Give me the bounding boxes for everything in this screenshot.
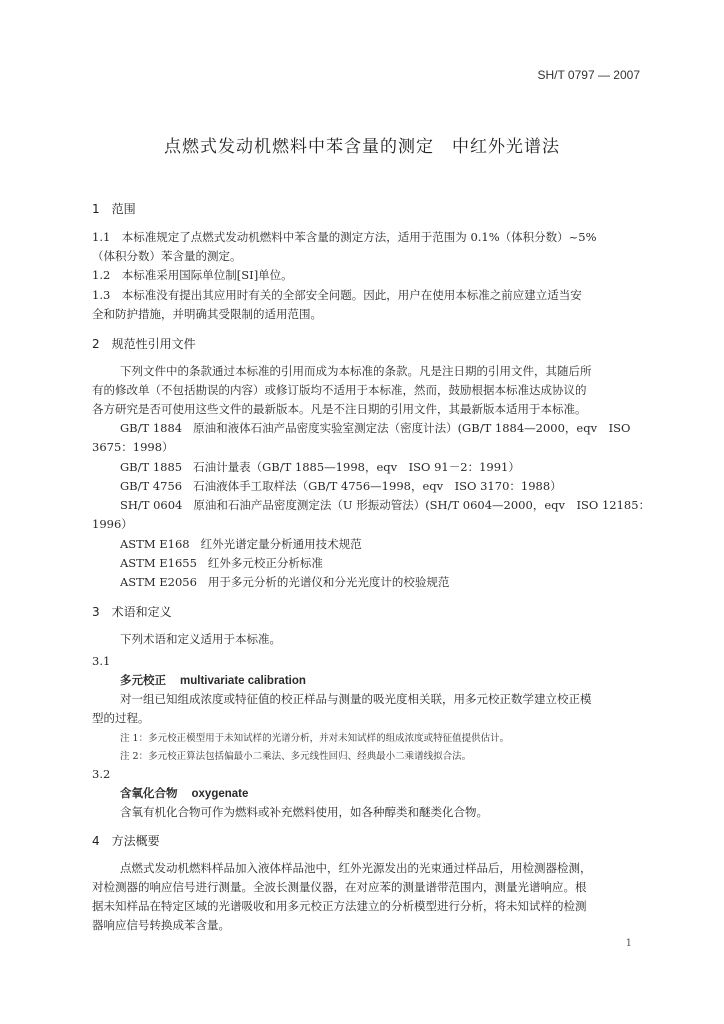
reference-item [120, 419, 630, 438]
clause-3-1-number: 3.1 [92, 654, 111, 668]
reference-code: ASTM E1655 [120, 556, 197, 570]
term-english: multivariate calibration [180, 675, 306, 687]
reference-title: 原油和石油产品密度测定法（U 形振动管法）(SH/T 0604—2000，eqv ISO 12185： [193, 498, 651, 512]
reference-continuation: 1996） [92, 517, 133, 531]
reference-item [120, 477, 562, 496]
clause-1-3-line-2: 全和防护措施，并明确其受限制的适用范围。 [92, 307, 322, 321]
section-4-line-2: 对检测器的响应信号进行测量。全波长测量仪器，在对应苯的测量谱带范围内，测量光谱响应。根 [92, 880, 587, 894]
reference-code: GB/T 1885 [120, 460, 183, 474]
section-2-heading: 2 规范性引用文件 [92, 337, 196, 351]
section-2-intro-line-1: 下列文件中的条款通过本标准的引用而成为本标准的条款。凡是注日期的引用文件，其随后所 [120, 364, 592, 378]
term-3-1-definition-line-1: 对一组已知组成浓度或特征值的校正样品与测量的吸光度相关联，用多元校正数学建立校正模 [120, 692, 592, 706]
reference-title: 用于多元分析的光谱仪和分光光度计的校验规范 [207, 575, 450, 589]
reference-continuation: 3675：1998） [92, 440, 174, 454]
reference-item [120, 535, 362, 554]
section-1-heading: 1 范围 [92, 202, 136, 216]
section-2-intro-line-2: 有的修改单（不包括勘误的内容）或修订版均不适用于本标准，然而，鼓励根据本标准达成协议的 [92, 383, 587, 397]
page-number: 1 [625, 938, 632, 949]
clause-1-1-line-2: （体积分数）苯含量的测定。 [92, 249, 242, 263]
section-3-intro: 下列术语和定义适用于本标准。 [120, 632, 281, 646]
reference-title: 石油液体手工取样法（GB/T 4756—1998，eqv ISO 3170：1988） [193, 479, 562, 493]
term-chinese: 含氧化合物 [120, 786, 178, 800]
reference-title: 原油和液体石油产品密度实验室测定法（密度计法）(GB/T 1884—2000，eqv ISO [193, 421, 631, 435]
section-4-line-1: 点燃式发动机燃料样品加入液体样品池中，红外光源发出的光束通过样品后，用检测器检测， [120, 861, 592, 875]
reference-title: 石油计量表（GB/T 1885—1998，eqv ISO 91－2：1991） [193, 460, 520, 474]
term-chinese: 多元校正 [120, 673, 166, 687]
section-4-heading: 4 方法概要 [92, 834, 160, 848]
reference-code: GB/T 4756 [120, 479, 183, 493]
standard-number: SH/T 0797 — 2007 [537, 68, 640, 82]
clause-1-3-line-1: 1.3 本标准没有提出其应用时有关的全部安全问题。因此，用户在使用本标准之前应建立适当安 [92, 288, 582, 302]
term-3-2 [120, 784, 248, 804]
reference-title: 红外光谱定量分析通用技术规范 [200, 537, 362, 551]
document-title: 点燃式发动机燃料中苯含量的测定 中红外光谱法 [164, 137, 560, 157]
section-4-line-4: 器响应信号转换成苯含量。 [92, 918, 230, 932]
reference-item [120, 573, 449, 592]
reference-code: ASTM E168 [120, 537, 190, 551]
note-2: 注 2：多元校正算法包括偏最小二乘法、多元线性回归、经典最小二乘谱线拟合法。 [120, 751, 472, 762]
clause-3-2-number: 3.2 [92, 767, 111, 781]
section-2-intro-line-3: 各方研究是否可使用这些文件的最新版本。凡是不注日期的引用文件，其最新版本适用于本标准。 [92, 402, 587, 416]
term-3-2-definition: 含氧有机化合物可作为燃料或补充燃料使用，如各种醇类和醚类化合物。 [120, 805, 488, 819]
reference-code: SH/T 0604 [120, 498, 183, 512]
clause-1-1-line-1: 1.1 本标准规定了点燃式发动机燃料中苯含量的测定方法，适用于范围为 0.1%（体积分数）~5% [92, 230, 597, 244]
clause-1-2: 1.2 本标准采用国际单位制[SI]单位。 [92, 268, 293, 282]
term-english: oxygenate [191, 788, 249, 800]
reference-code: GB/T 1884 [120, 421, 183, 435]
term-3-1 [120, 671, 306, 691]
reference-code: ASTM E2056 [120, 575, 197, 589]
section-3-heading: 3 术语和定义 [92, 605, 172, 619]
term-3-1-definition-line-2: 型的过程。 [92, 711, 150, 725]
note-1: 注 1：多元校正模型用于未知试样的光谱分析，并对未知试样的组成浓度或特征值提供估计。 [120, 733, 510, 744]
reference-item [120, 496, 650, 515]
reference-item [120, 458, 520, 477]
reference-item [120, 554, 323, 573]
section-4-line-3: 据未知样品在特定区域的光谱吸收和用多元校正方法建立的分析模型进行分析，将未知试样的检测 [92, 899, 587, 913]
reference-title: 红外多元校正分析标准 [207, 556, 323, 570]
